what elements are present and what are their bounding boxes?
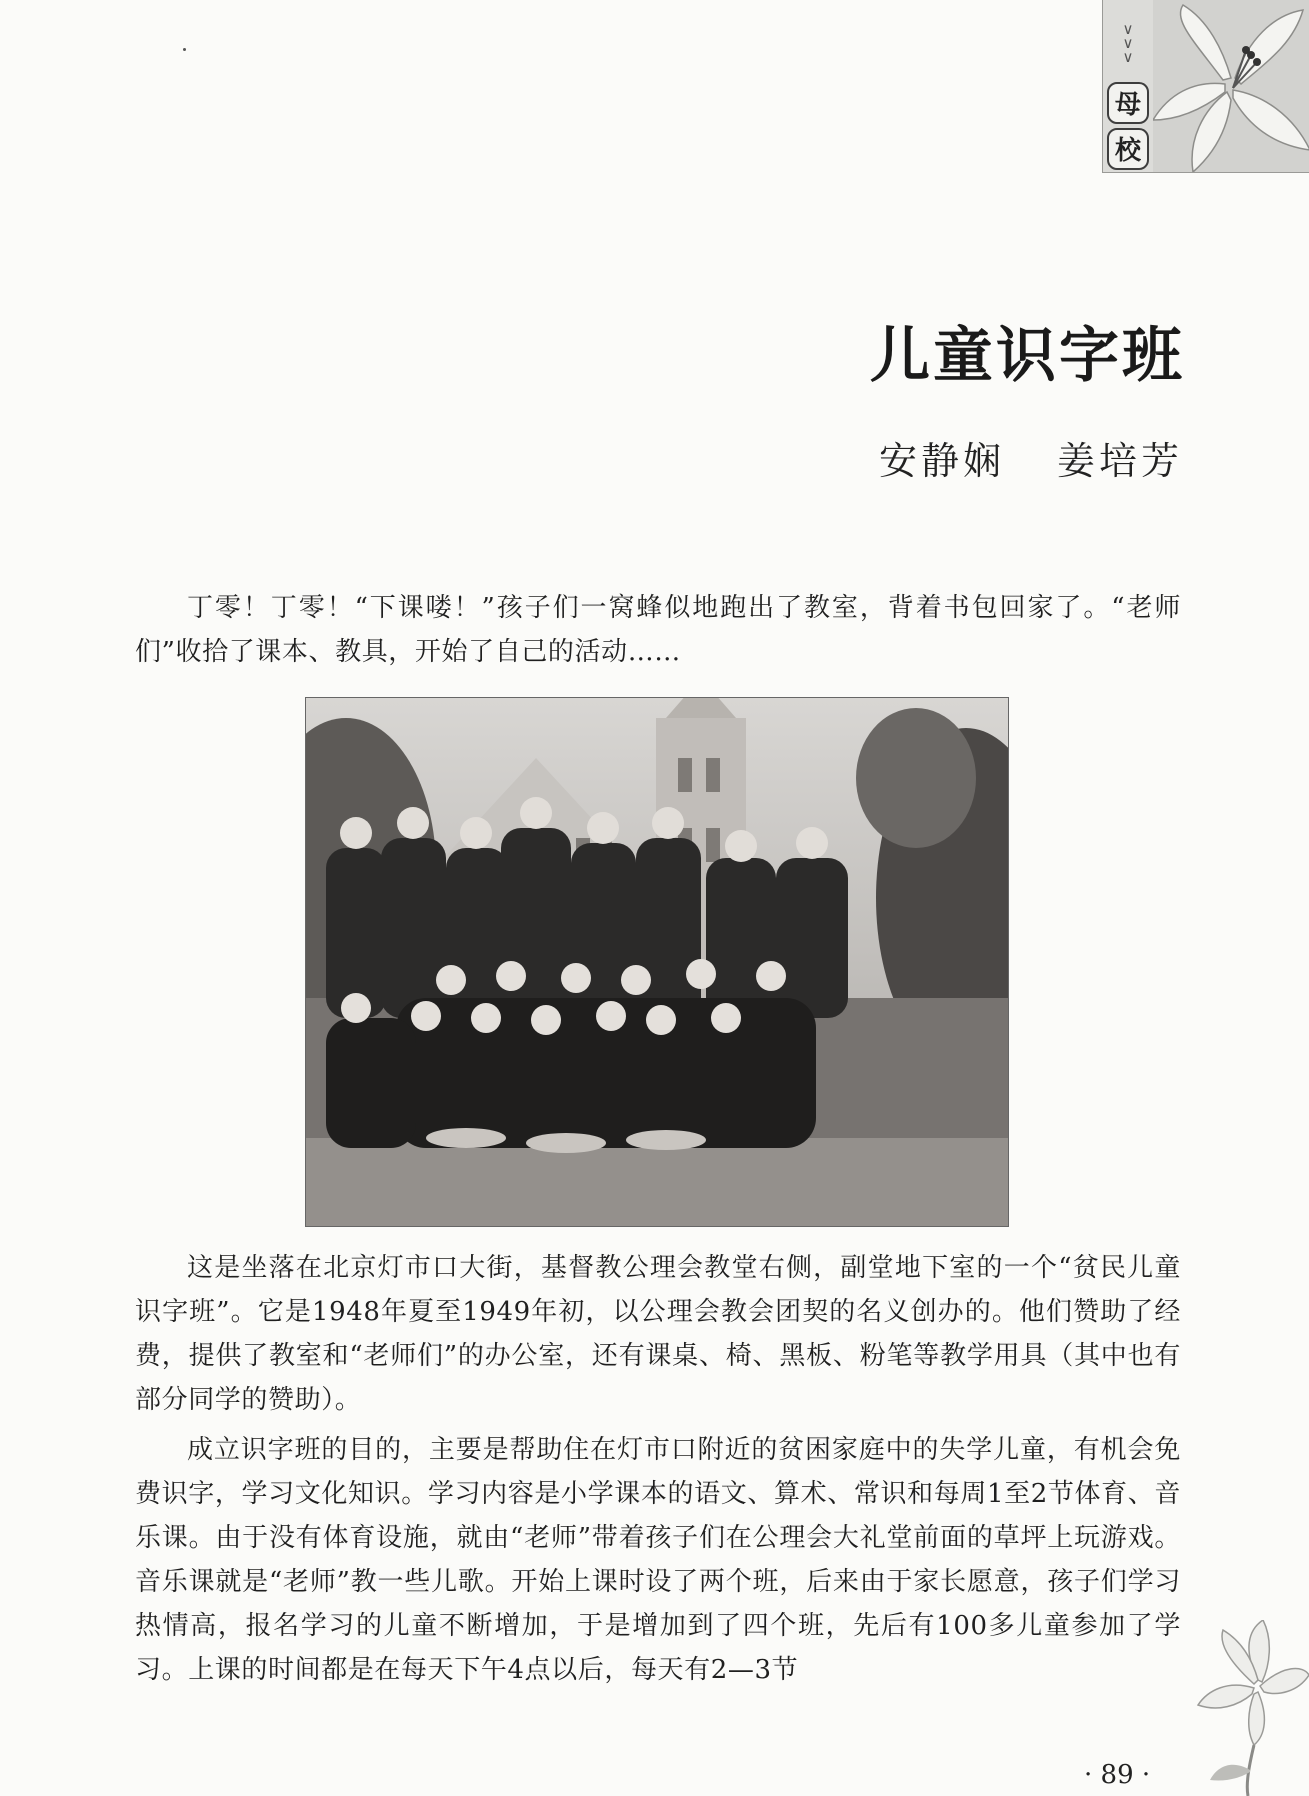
chevron-down-icon: ∨	[1122, 34, 1134, 52]
author-name: 姜培芳	[1056, 439, 1183, 483]
group-photo	[305, 697, 1009, 1227]
section-label-char: 母	[1107, 82, 1149, 124]
lily-flower-icon	[1188, 1620, 1309, 1796]
lily-flower-icon	[1153, 0, 1309, 172]
author-name: 安静娴	[878, 439, 1005, 483]
section-header-badge	[1102, 0, 1309, 173]
body-paragraph: 丁零！丁零！“下课喽！”孩子们一窝蜂似地跑出了教室，背着书包回家了。“老师们”收拾了课本、教具，开始了自己的活动……	[135, 593, 1181, 667]
badge-strip	[1103, 0, 1154, 172]
body-paragraph: 成立识字班的目的，主要是帮助住在灯市口附近的贫困家庭中的失学儿童，有机会免费识字，学习文化知识。学习内容是小学课本的语文、算术、常识和每周1至2节体育、音乐课。由于没有体育设施，就由“老师”带着孩子们在公理会大礼堂前面的草坪上玩游戏。音乐课就是“老师”教一些儿歌。开始上课时设了两个班，后来由于家长愿意，孩子们学习热情高，报名学习的儿童不断增加，于是增加到了四个班，先后有100多儿童参加了学习。上课的时间都是在每天下午4点以后，每天有2—3节	[135, 1435, 1181, 1685]
author-line	[879, 430, 1183, 485]
chevron-down-icon	[1116, 22, 1140, 64]
scan-speck	[183, 48, 186, 51]
page-number: · 89 ·	[1084, 1760, 1150, 1790]
body-paragraph: 这是坐落在北京灯市口大街，基督教公理会教堂右侧，副堂地下室的一个“贫民儿童识字班”。它是1948年夏至1949年初，以公理会教会团契的名义创办的。他们赞助了经费，提供了教室和“老师们”的办公室，还有课桌、椅、黑板、粉笔等教学用具（其中也有部分同学的赞助）。	[135, 1253, 1181, 1415]
chevron-down-icon: ∨	[1122, 48, 1134, 66]
section-label-char: 校	[1107, 128, 1149, 170]
article-title: 儿童识字班	[870, 321, 1185, 391]
chevron-down-icon: ∨	[1122, 20, 1134, 38]
